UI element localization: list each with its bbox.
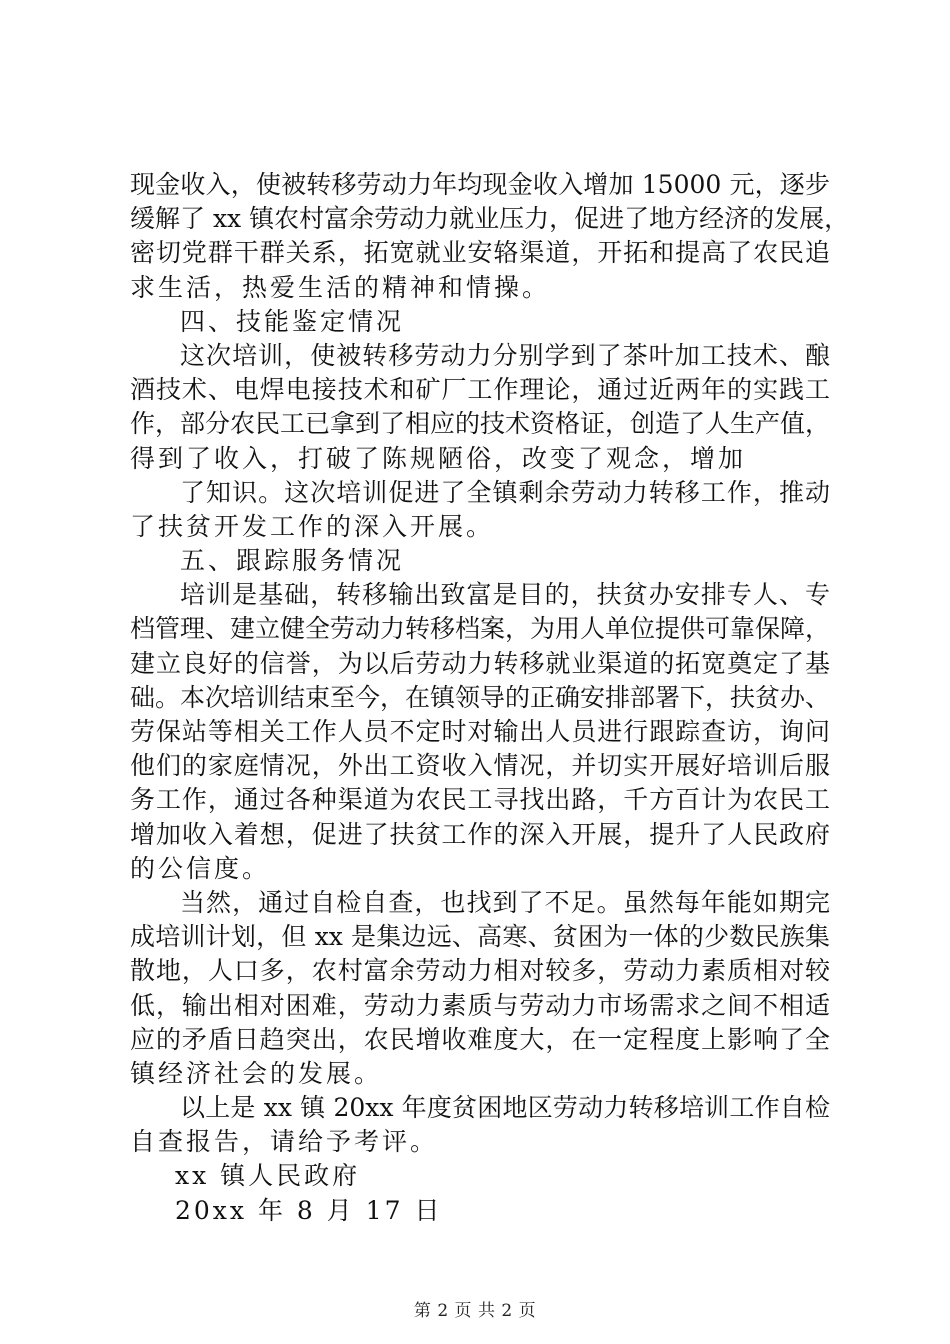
body-line: 础。本次培训结束至今，在镇领导的正确安排部署下，扶贫办、 [130,682,831,712]
body-line: 了知识。这次培训促进了全镇剩余劳动力转移工作，推动 [180,477,830,507]
body-line: 当然，通过自检自查，也找到了不足。虽然每年能如期完 [180,887,830,917]
body-line: 得到了收入，打破了陈规陋俗，改变了观念，增加 [130,443,747,473]
body-line: 他们的家庭情况，外出工资收入情况，并切实开展好培训后服 [130,751,830,781]
body-line: 酒技术、电焊电接技术和矿厂工作理论，通过近两年的实践工 [130,375,830,405]
body-line: 建立良好的信誉，为以后劳动力转移就业渠道的拓宽奠定了基 [130,648,830,678]
body-line: 劳保站等相关工作人员不定时对输出人员进行跟踪查访，询问 [130,717,830,746]
body-line: 这次培训，使被转移劳动力分别学到了茶叶加工技术、酿 [180,340,830,370]
body-line: 求生活，热爱生活的精神和情操。 [130,272,551,302]
body-line: 密切党群干群关系，拓宽就业安辂渠道，开拓和提高了农民追 [130,238,830,268]
body-line: 了扶贫开发工作的深入开展。 [130,511,495,541]
body-line: 以上是 xx 镇 20xx 年度贫困地区劳动力转移培训工作自检 [180,1093,830,1123]
body-line: 务工作，通过各种渠道为农民工寻找出路，千方百计为农民工 [130,785,830,815]
section-heading-skills: 四、技能鉴定情况 [180,306,405,336]
body-line: 培训是基础，转移输出致富是目的，扶贫办安排专人、专 [180,580,830,610]
body-line: 档管理、建立健全劳动力转移档案，为用人单位提供可靠保障， [130,614,831,644]
body-line: 的公信度。 [130,853,271,883]
body-line: 镇经济社会的发展。 [130,1058,383,1088]
document-body [130,168,850,1228]
body-line: 现金收入，使被转移劳动力年均现金收入增加 15000 元，逐步 [130,170,830,199]
signature-organization: xx 镇人民政府 [175,1161,361,1191]
page-number-footer: 第 2 页 共 2 页 [413,1301,537,1321]
body-line: 增加收入着想，促进了扶贫工作的深入开展，提升了人民政府 [130,819,830,849]
body-line: 散地，人口多，农村富余劳动力相对较多，劳动力素质相对较 [130,956,830,986]
signature-date: 20xx 年 8 月 17 日 [175,1195,443,1225]
body-line: 自查报告，请给予考评。 [130,1127,439,1157]
body-line: 作，部分农民工已拿到了相应的技术资格证，创造了人生产值， [130,409,831,439]
body-line: 成培训计划，但 xx 是集边远、高寒、贫困为一体的少数民族集 [130,922,830,952]
body-line: 应的矛盾日趋突出，农民增收难度大，在一定程度上影响了全 [130,1024,830,1054]
body-line: 低，输出相对困难，劳动力素质与劳动力市场需求之间不相适 [130,990,830,1020]
body-line: 缓解了 xx 镇农村富余劳动力就业压力，促进了地方经济的发展， [130,204,850,234]
section-heading-tracking: 五、跟踪服务情况 [180,546,405,576]
